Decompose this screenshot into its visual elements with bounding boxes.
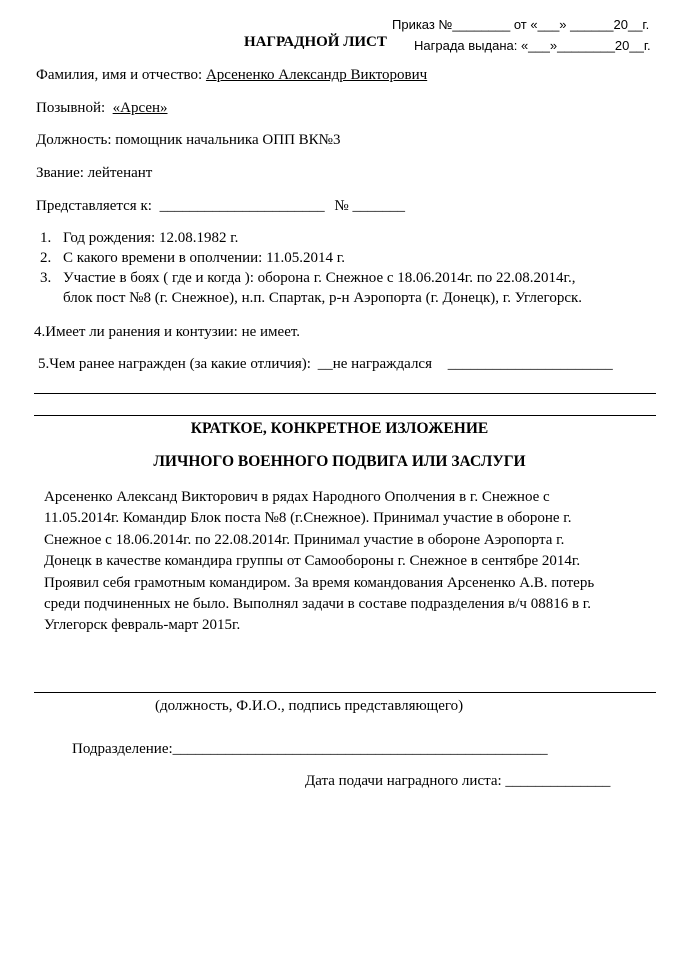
fio-value: Арсененко Александр Викторович — [205, 67, 428, 83]
summary-line: среди подчиненных не было. Выполнял задачи в составе подразделения в/ч 08816 в г. — [44, 596, 592, 613]
list-item-text: блок пост №8 (г. Снежное), н.п. Спартак, р-н Аэропорта (г. Донецк), г. Углегорск. — [63, 290, 583, 306]
summary-line: 11.05.2014г. Командир Блок поста №8 (г.Снежное). Принимал участие в обороне г. — [44, 510, 572, 527]
summary-line: Снежное с 18.06.2014г. по 22.08.2014г. Принимал участие в обороне Аэропорта г. — [44, 531, 565, 548]
rank-row: Звание: лейтенант — [36, 165, 153, 181]
fio-row — [36, 67, 427, 84]
submission-date-blank: ______________ — [505, 773, 611, 789]
summary-heading-1: КРАТКОЕ, КОНКРЕТНОЕ ИЗЛОЖЕНИЕ — [190, 420, 489, 437]
previous-awards-row — [38, 356, 613, 373]
list-item-text: Участие в боях ( где и когда ): оборона г. Снежное с 18.06.2014г. по 22.08.2014г., — [63, 270, 576, 286]
document-title: НАГРАДНОЙ ЛИСТ — [244, 34, 387, 50]
callsign-value: «Арсен» — [112, 100, 168, 116]
number-blank: _______ — [352, 198, 405, 214]
summary-heading-2: ЛИЧНОГО ВОЕННОГО ПОДВИГА ИЛИ ЗАСЛУГИ — [153, 453, 526, 470]
callsign-row — [36, 100, 168, 117]
summary-paragraph — [44, 487, 624, 637]
submission-date-label: Дата подачи наградного листа: — [305, 773, 502, 789]
fio-label: Фамилия, имя и отчество: — [36, 67, 203, 83]
nominated-label: Представляется к: — [36, 198, 152, 214]
unit-row — [72, 741, 548, 758]
previous-awards-blank: ______________________ — [447, 356, 613, 372]
unit-blank: __________________________________________________ — [172, 741, 548, 757]
submission-date-row — [305, 773, 610, 790]
wounds-row: 4.Имеет ли ранения и контузии: не имеет. — [34, 324, 301, 340]
signature-caption: (должность, Ф.И.О., подпись представляющего) — [155, 698, 464, 714]
divider-line — [34, 393, 656, 394]
summary-line: Проявил себя грамотным командиром. За время командования Арсененко А.В. потерь — [44, 574, 595, 591]
nominated-row — [36, 198, 405, 215]
list-item-number: 3. — [40, 270, 52, 286]
callsign-label: Позывной: — [36, 100, 106, 116]
summary-line: Арсененко Александ Викторович в рядах Народного Ополчения в г. Снежное с — [44, 489, 550, 505]
divider-line — [34, 415, 656, 416]
order-line: Приказ №________ от «___» ______20__г. — [392, 17, 650, 32]
list-item-number: 2. — [40, 250, 52, 266]
nominated-blank: ______________________ — [159, 198, 325, 214]
list-item-text: Год рождения: 12.08.1982 г. — [63, 230, 239, 246]
number-label: № — [334, 198, 349, 214]
unit-label: Подразделение: — [72, 741, 173, 757]
list-item-text: С какого времени в ополчении: 11.05.2014 г. — [63, 250, 345, 266]
list-item-number: 1. — [40, 230, 52, 246]
position-row: Должность: помощник начальника ОПП ВК№3 — [36, 132, 341, 148]
signature-line — [34, 692, 656, 693]
award-issued-line: Награда выдана: «___»________20__г. — [414, 38, 651, 53]
summary-line: Углегорск февраль-март 2015г. — [44, 617, 241, 634]
summary-line: Донецк в качестве командира группы от Самообороны г. Снежное в сентябре 2014г. — [44, 553, 581, 570]
previous-awards-label: 5.Чем ранее награжден (за какие отличия): — [38, 356, 311, 372]
previous-awards-value: __не награждался — [317, 356, 432, 372]
